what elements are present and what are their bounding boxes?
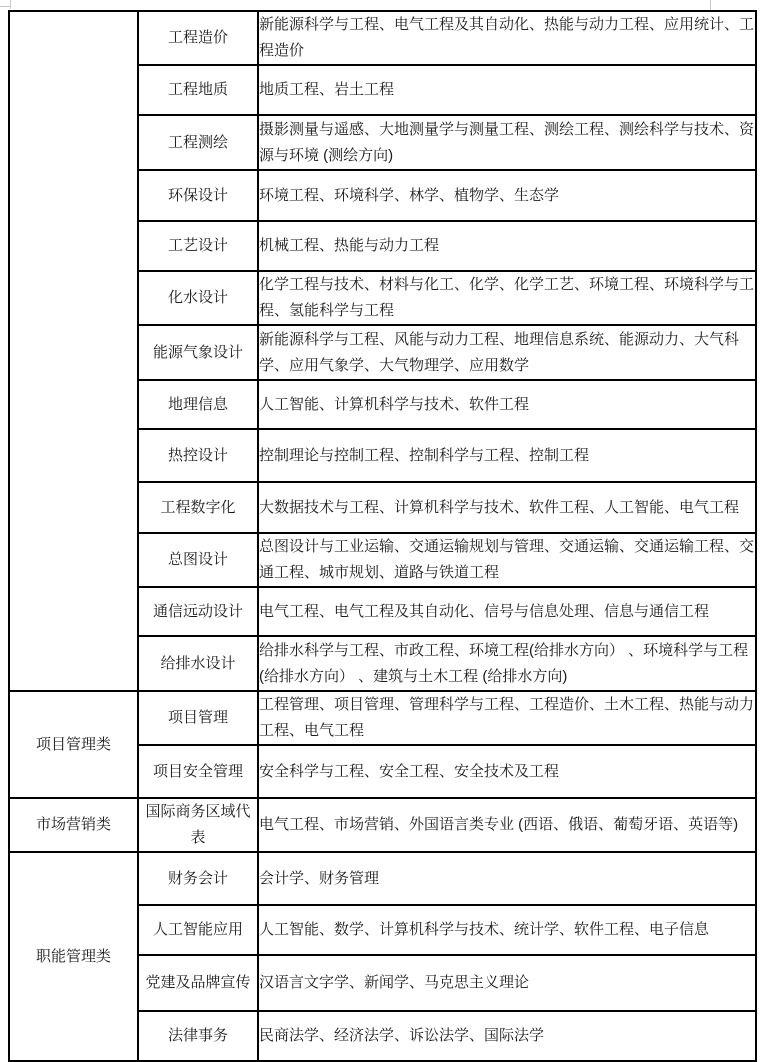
majors-cell: 电气工程、电气工程及其自动化、信号与信息处理、信息与通信工程 (258, 587, 756, 636)
job-category-majors-table (8, 10, 757, 1062)
majors-cell: 大数据技术与工程、计算机科学与技术、软件工程、人工智能、电气工程 (258, 482, 756, 533)
majors-cell: 新能源科学与工程、风能与动力工程、地理信息系统、能源动力、大气科学、应用气象学、大气物理学、应用数学 (258, 325, 756, 380)
position-cell: 人工智能应用 (138, 905, 258, 955)
majors-cell: 电气工程、市场营销、外国语言类专业 (西语、俄语、葡萄牙语、英语等) (258, 798, 756, 852)
position-cell: 工程数字化 (138, 482, 258, 533)
majors-cell: 化学工程与技术、材料与化工、化学、化学工艺、环境工程、环境科学与工程、氢能科学与工程 (258, 271, 756, 325)
majors-cell: 人工智能、计算机科学与技术、软件工程 (258, 380, 756, 429)
position-cell: 项目管理 (138, 691, 258, 745)
position-cell: 能源气象设计 (138, 325, 258, 380)
position-cell: 环保设计 (138, 170, 258, 221)
category-cell: 市场营销类 (9, 798, 138, 852)
majors-cell: 环境工程、环境科学、林学、植物学、生态学 (258, 170, 756, 221)
position-cell: 法律事务 (138, 1011, 258, 1061)
majors-cell: 新能源科学与工程、电气工程及其自动化、热能与动力工程、应用统计、工程造价 (258, 11, 756, 65)
position-cell: 地理信息 (138, 380, 258, 429)
position-cell: 国际商务区域代表 (138, 798, 258, 852)
table-row (9, 11, 756, 65)
position-cell: 工程测绘 (138, 115, 258, 170)
majors-cell: 安全科学与工程、安全工程、安全技术及工程 (258, 745, 756, 798)
category-cell (9, 11, 138, 691)
category-cell: 项目管理类 (9, 691, 138, 798)
position-cell: 给排水设计 (138, 636, 258, 691)
cropped-table-line-left-vertical (10, 0, 11, 9)
position-cell: 化水设计 (138, 271, 258, 325)
table-row (9, 798, 756, 852)
position-cell: 通信远动设计 (138, 587, 258, 636)
majors-cell: 会计学、财务管理 (258, 852, 756, 905)
table-body (9, 11, 756, 1061)
position-cell: 财务会计 (138, 852, 258, 905)
majors-cell: 控制理论与控制工程、控制科学与工程、控制工程 (258, 429, 756, 482)
position-cell: 工程地质 (138, 65, 258, 115)
majors-cell: 人工智能、数学、计算机科学与技术、统计学、软件工程、电子信息 (258, 905, 756, 955)
position-cell: 工程造价 (138, 11, 258, 65)
majors-cell: 总图设计与工业运输、交通运输规划与管理、交通运输、交通运输工程、交通工程、城市规划、道路与铁道工程 (258, 533, 756, 587)
position-cell: 热控设计 (138, 429, 258, 482)
position-cell: 项目安全管理 (138, 745, 258, 798)
majors-cell: 汉语言文字学、新闻学、马克思主义理论 (258, 955, 756, 1011)
position-cell: 工艺设计 (138, 221, 258, 271)
position-cell: 党建及品牌宣传 (138, 955, 258, 1011)
majors-cell: 民商法学、经济法学、诉讼法学、国际法学 (258, 1011, 756, 1061)
majors-cell: 机械工程、热能与动力工程 (258, 221, 756, 271)
cropped-table-line-left-horizontal (0, 6, 11, 7)
cropped-table-line-right-vertical (710, 0, 711, 10)
majors-cell: 地质工程、岩土工程 (258, 65, 756, 115)
position-cell: 总图设计 (138, 533, 258, 587)
table-row (9, 852, 756, 905)
majors-cell: 给排水科学与工程、市政工程、环境工程(给排水方向） 、环境科学与工程(给排水方向） 、建筑与土木工程 (给排水方向) (258, 636, 756, 691)
table-row (9, 691, 756, 745)
majors-cell: 工程管理、项目管理、管理科学与工程、工程造价、土木工程、热能与动力工程、电气工程 (258, 691, 756, 745)
category-cell: 职能管理类 (9, 852, 138, 1061)
majors-cell: 摄影测量与遥感、大地测量学与测量工程、测绘工程、测绘科学与技术、资源与环境 (测绘方向) (258, 115, 756, 170)
